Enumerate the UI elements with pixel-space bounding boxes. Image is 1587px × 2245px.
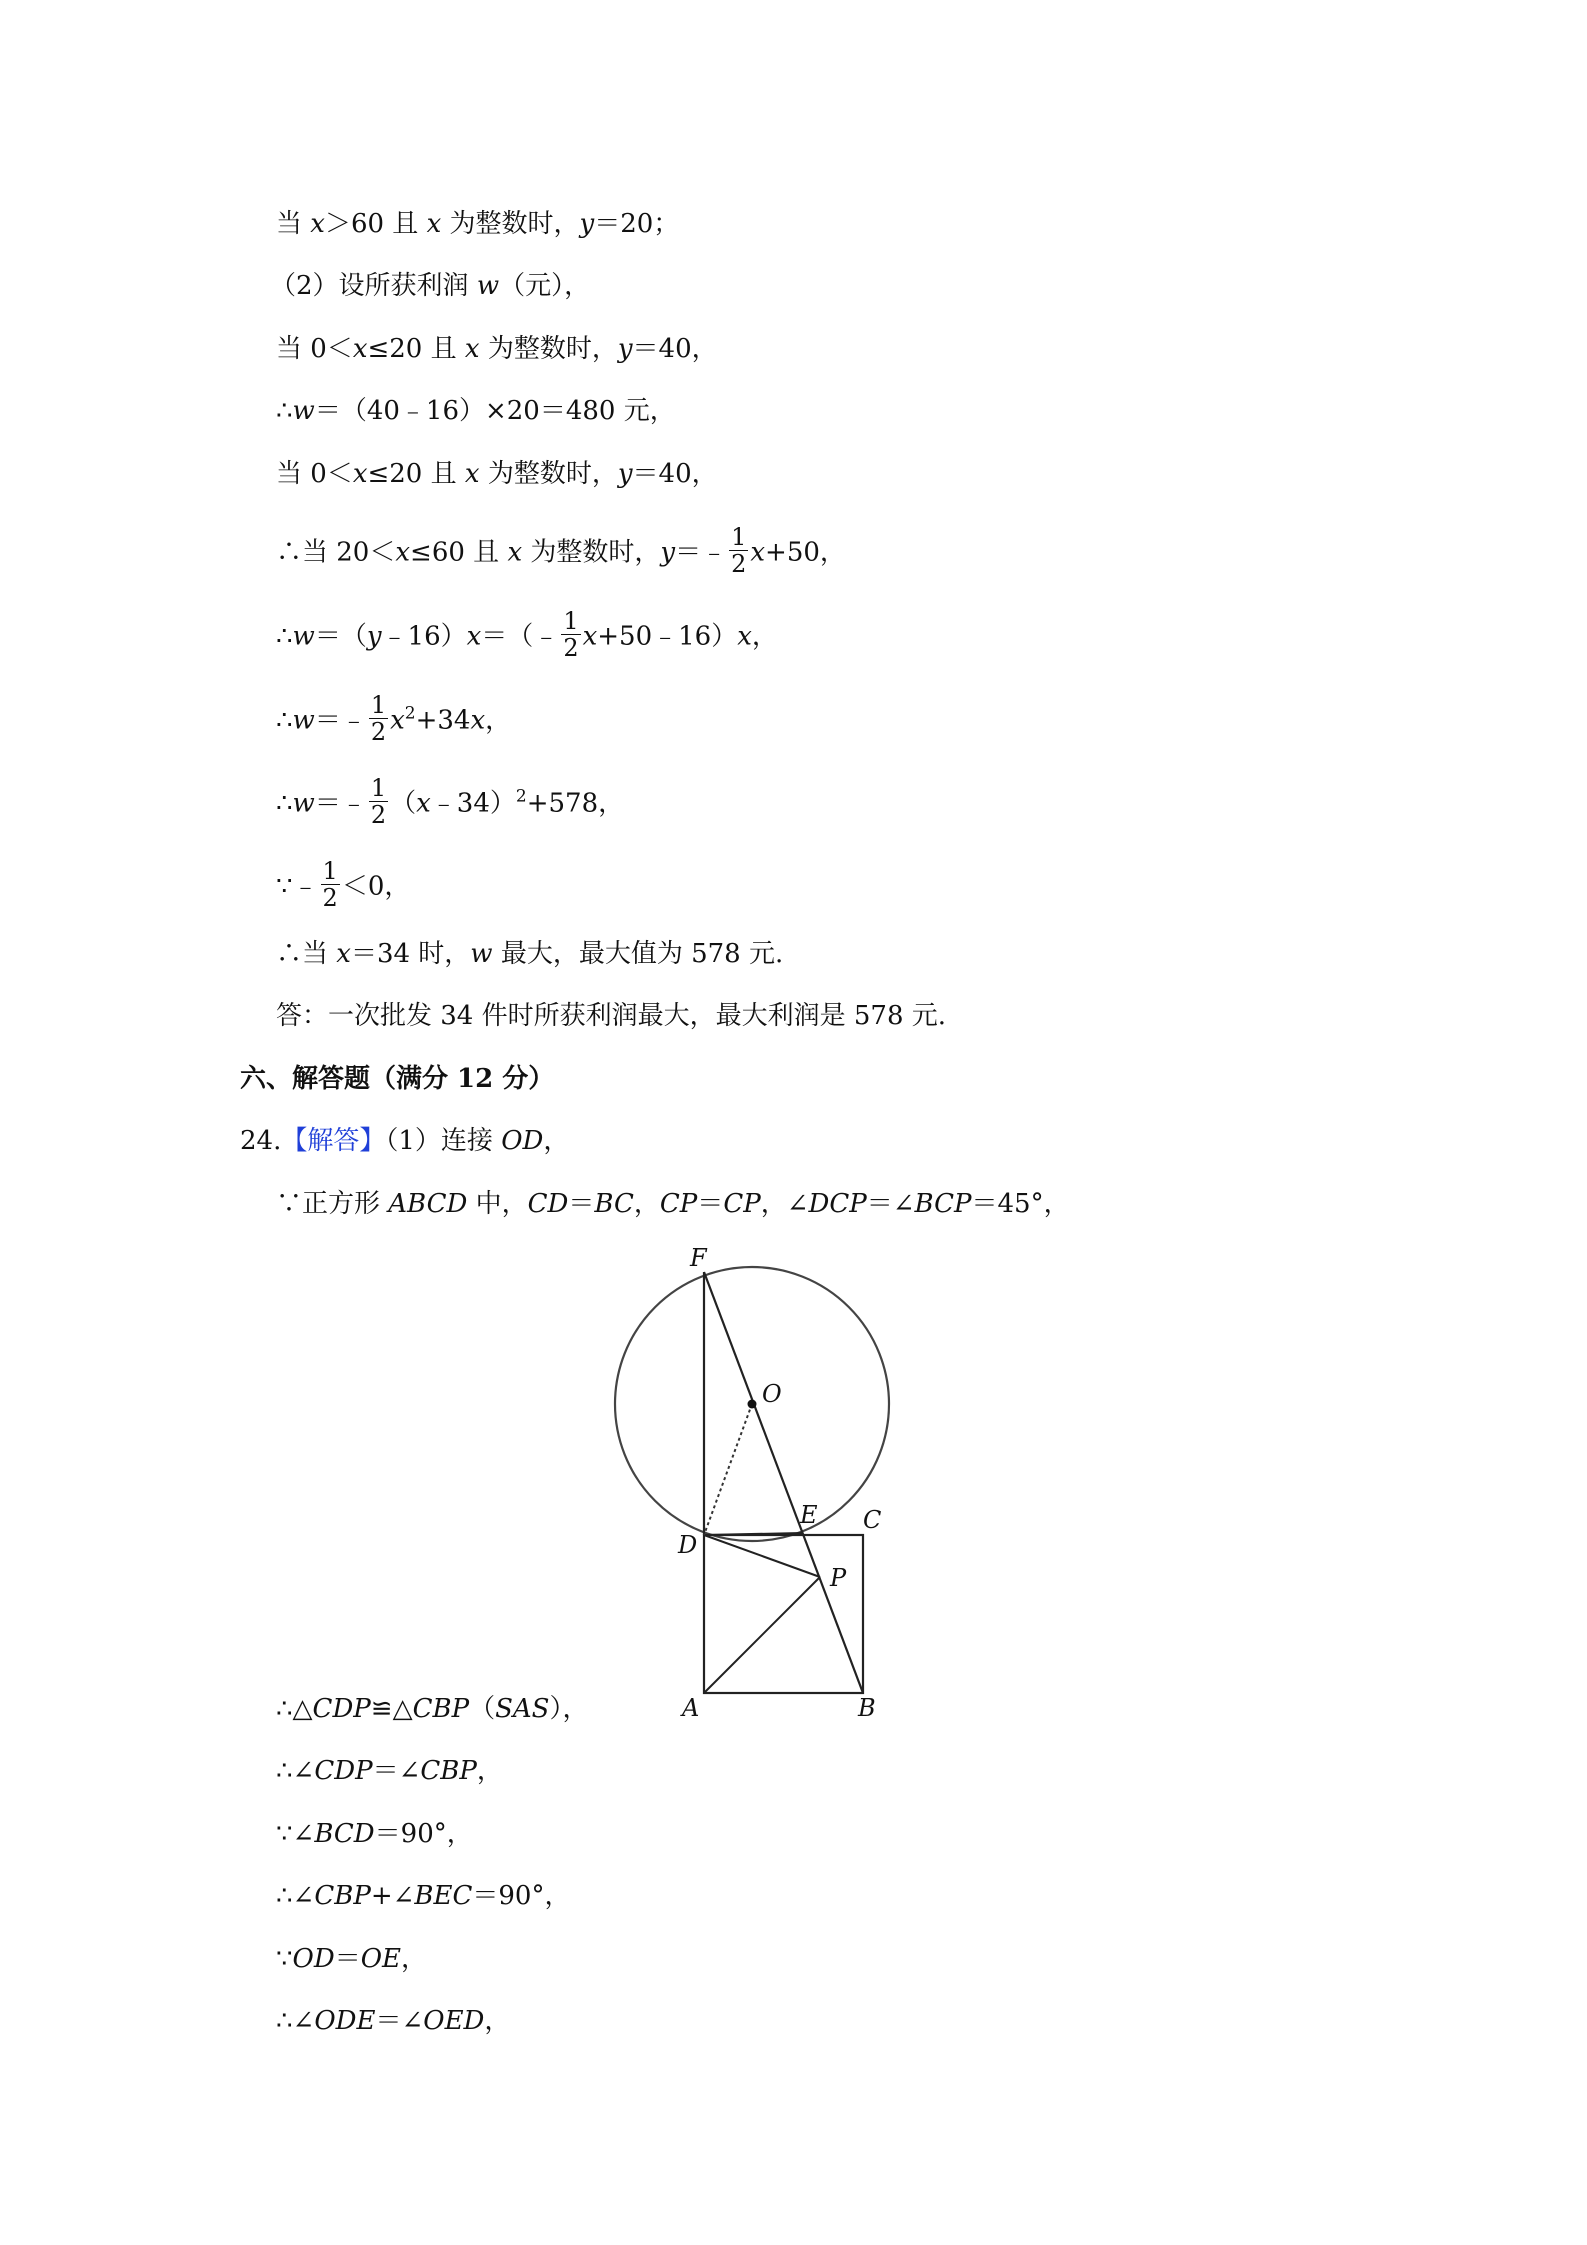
label-c: C — [863, 1506, 882, 1534]
segment-ap — [704, 1577, 820, 1693]
solution-line: ∴当 20＜x≤60 且 x 为整数时，y＝﹣ $\frac{1}{2}$ x+50， — [276, 523, 846, 578]
solution-line: （2）设所获利润 w（元）， — [270, 271, 591, 301]
label-o: O — [762, 1380, 782, 1408]
fraction: $\frac{1}{2}$ — [370, 774, 387, 829]
solution-line: 当 0＜x≤20 且 x 为整数时，y＝40， — [276, 459, 718, 489]
solution-line: ∵正方形 ABCD 中，CD＝BC，CP＝CP，∠DCP＝∠BCP＝45°， — [276, 1189, 1070, 1219]
geometry-figure — [600, 1240, 900, 1720]
label-f: F — [690, 1244, 707, 1272]
solution-line: ∵﹣ $\frac{1}{2}$ ＜0， — [276, 857, 411, 912]
solution-line: ∴∠CBP+∠BEC＝90°， — [276, 1881, 571, 1911]
label-d: D — [678, 1531, 698, 1559]
label-a: A — [682, 1694, 700, 1720]
question-24-line: 24.【解答】（1）连接 OD， — [240, 1126, 570, 1156]
segment-fb — [704, 1272, 863, 1693]
solution-line: ∴△CDP≌△CBP（SAS）， — [276, 1694, 589, 1724]
solution-line: 当 x＞60 且 x 为整数时，y＝20； — [276, 209, 680, 239]
center-point-o — [748, 1400, 757, 1409]
answer-line: 答：一次批发 34 件时所获利润最大，最大利润是 578 元. — [276, 1001, 947, 1031]
section-heading: 六、解答题（满分 12 分） — [240, 1064, 555, 1094]
solution-line: ∴w＝（y﹣16）x＝（﹣ $\frac{1}{2}$ x+50﹣16）x， — [276, 607, 778, 662]
fraction: $\frac{1}{2}$ — [322, 857, 338, 912]
label-e: E — [800, 1501, 818, 1529]
solution-line: ∵OD＝OE， — [276, 1944, 428, 1974]
solution-line: ∴∠ODE＝∠OED， — [276, 2006, 511, 2036]
solution-line: ∴w＝（40﹣16）×20＝480 元， — [276, 396, 676, 426]
fraction: $\frac{1}{2}$ — [370, 691, 387, 746]
label-b: B — [858, 1694, 876, 1720]
solution-line: ∴∠CDP＝∠CBP， — [276, 1756, 503, 1786]
solution-line: 当 0＜x≤20 且 x 为整数时，y＝40， — [276, 334, 718, 364]
fraction: $\frac{1}{2}$ — [563, 607, 579, 662]
solution-line: ∴当 x＝34 时，w 最大，最大值为 578 元. — [276, 939, 784, 969]
answer-tag: 【解答】 — [281, 1126, 386, 1156]
fraction: $\frac{1}{2}$ — [731, 523, 747, 578]
solution-line: ∴w＝﹣ $\frac{1}{2}$ （x﹣34）$^2$+578， — [276, 774, 625, 829]
segment-od-dashed — [704, 1404, 752, 1535]
solution-line: ∴w＝﹣ $\frac{1}{2}$ $x^2+34x$， — [276, 691, 512, 746]
solution-line: ∵∠BCD＝90°， — [276, 1819, 473, 1849]
label-p: P — [830, 1564, 847, 1592]
